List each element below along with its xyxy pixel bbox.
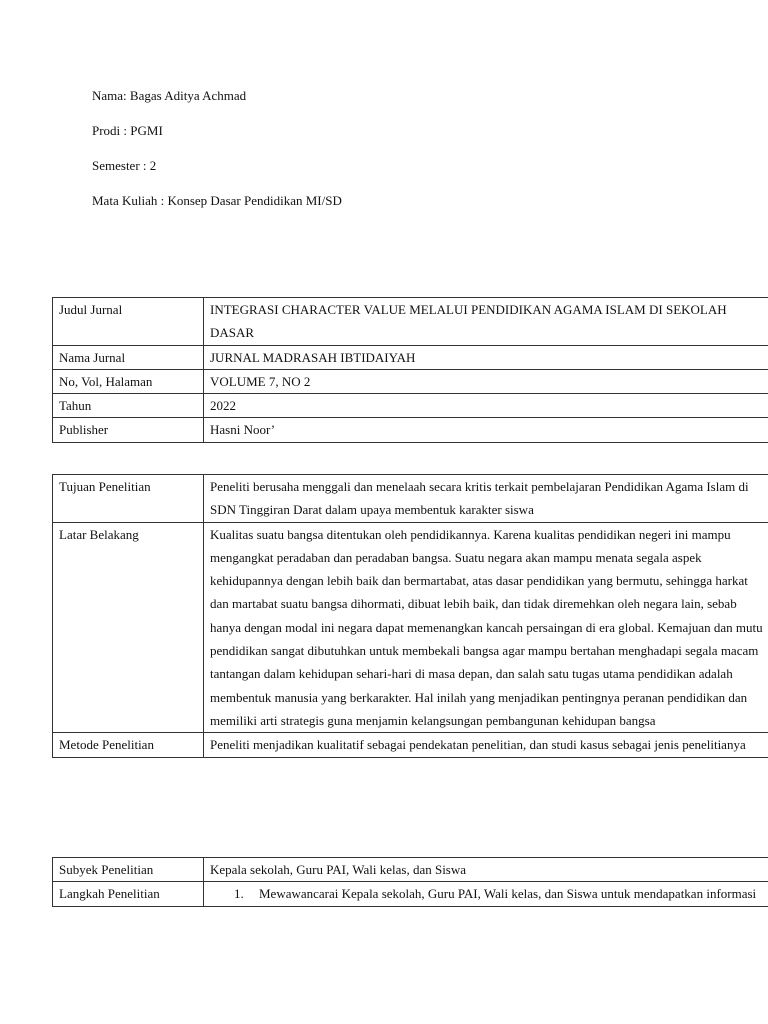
table-row (53, 298, 768, 346)
row-value: Kualitas suatu bangsa ditentukan oleh pendidikannya. Karena kualitas pendidikan negeri ini mampu mengangkat peradaban dan peradaban bangsa. Suatu negara akan mampu menata segala aspek kehidupannya dengan lebih baik dan bermartabat, atas dasar pendidikan yang bermutu, sehingga harkat dan martabat suatu bangsa dihormati, dibuat lebih baik, dan tidak diremehkan oleh negara lain, sebab hanya dengan modal ini negara dapat memenangkan kancah persaingan di era global. Kemajuan dan mutu pendidikan sangat dibutuhkan untuk membekali bangsa agar mampu bertahan menghadapi segala macam tantangan dalam kehidupan sehari-hari di masa depan, dan salah satu tugas utama pendidikan adalah membentuk manusia yang berkarakter. Hal inilah yang menjadikan pentingnya peranan pendidikan dan memiliki arti strategis guna menjamin kelangsungan pembangunan kehidupan bangsa (204, 522, 768, 733)
table-row (53, 369, 768, 393)
row-value: Peneliti berusaha menggali dan menelaah secara kritis terkait pembelajaran Pendidikan Agama Islam di SDN Tinggiran Darat dalam upaya membentuk karakter siswa (204, 475, 768, 523)
row-label: No, Vol, Halaman (53, 369, 204, 393)
row-value: 2022 (204, 394, 768, 418)
row-label: Nama Jurnal (53, 345, 204, 369)
research-method-table (52, 857, 768, 907)
table-row (53, 858, 768, 882)
study-program: Prodi : PGMI (92, 123, 163, 138)
list-number: 1. (234, 886, 244, 902)
journal-identity-table (52, 297, 768, 443)
row-value: Hasni Noor’ (204, 418, 768, 442)
research-summary-table (52, 474, 768, 758)
table-row (53, 522, 768, 733)
row-label: Judul Jurnal (53, 298, 204, 346)
student-info (92, 86, 342, 226)
row-label: Latar Belakang (53, 522, 204, 733)
table-row (53, 882, 768, 906)
table-row (53, 475, 768, 523)
row-value (204, 882, 768, 906)
row-label: Publisher (53, 418, 204, 442)
row-value: Kepala sekolah, Guru PAI, Wali kelas, dan Siswa (204, 858, 768, 882)
row-value: JURNAL MADRASAH IBTIDAIYAH (204, 345, 768, 369)
list-text: Mewawancarai Kepala sekolah, Guru PAI, Wali kelas, dan Siswa untuk mendapatkan informasi (259, 886, 757, 902)
table-row (53, 733, 768, 757)
table-row (53, 394, 768, 418)
row-label: Tujuan Penelitian (53, 475, 204, 523)
table-row (53, 345, 768, 369)
course-name: Mata Kuliah : Konsep Dasar Pendidikan MI/SD (92, 193, 342, 208)
row-value: INTEGRASI CHARACTER VALUE MELALUI PENDIDIKAN AGAMA ISLAM DI SEKOLAH DASAR (204, 298, 768, 346)
row-label: Metode Penelitian (53, 733, 204, 757)
row-label: Subyek Penelitian (53, 858, 204, 882)
semester: Semester : 2 (92, 158, 157, 173)
row-label: Tahun (53, 394, 204, 418)
row-value: VOLUME 7, NO 2 (204, 369, 768, 393)
student-name: Nama: Bagas Aditya Achmad (92, 88, 247, 103)
row-value: Peneliti menjadikan kualitatif sebagai pendekatan penelitian, dan studi kasus sebagai jenis penelitianya (204, 733, 768, 757)
steps-list (210, 882, 768, 905)
row-label: Langkah Penelitian (53, 882, 204, 906)
table-row (53, 418, 768, 442)
list-item (210, 882, 768, 905)
